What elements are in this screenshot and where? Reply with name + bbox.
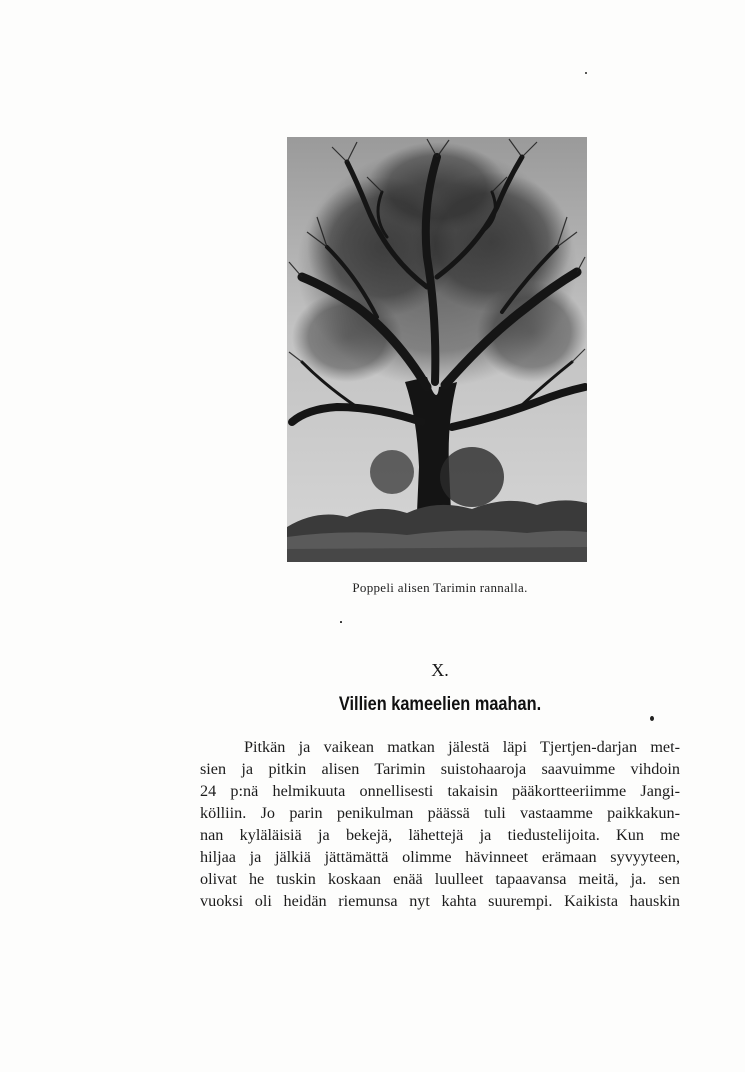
text-line: hiljaa ja jälkiä jättämättä olimme hävinneet erämaan syvyyteen, xyxy=(200,848,680,866)
ink-speck xyxy=(650,716,654,721)
poplar-tree-photo xyxy=(287,137,587,562)
text-line: olivat he tuskin koskaan enää luulleet tapaavansa meitä, ja. sen xyxy=(200,870,680,888)
text-line: kölliin. Jo parin penikulman päässä tuli vastaamme paikkakun- xyxy=(200,804,680,822)
chapter-number: X. xyxy=(431,660,449,680)
figure-caption: Poppeli alisen Tarimin rannalla. xyxy=(352,580,528,595)
text-line: 24 p:nä helmikuuta onnellisesti takaisin pääkortteeriimme Jangi- xyxy=(200,782,680,800)
ink-speck xyxy=(340,621,342,623)
tree-illustration xyxy=(287,137,587,562)
text-line: nan kyläläisiä ja bekejä, lähettejä ja tiedustelijoita. Kun me xyxy=(200,826,680,844)
text-line: vuoksi oli heidän riemunsa nyt kahta suurempi. Kaikista hauskin xyxy=(200,892,680,910)
text-line: sien ja pitkin alisen Tarimin suistohaaroja saavuimme vihdoin xyxy=(200,760,680,778)
text-line: Pitkän ja vaikean matkan jälestä läpi Tjertjen-darjan met- xyxy=(244,738,680,756)
body-paragraph xyxy=(200,736,680,912)
ink-speck xyxy=(585,72,587,74)
chapter-title: Villien kameelien maahan. xyxy=(338,694,542,715)
